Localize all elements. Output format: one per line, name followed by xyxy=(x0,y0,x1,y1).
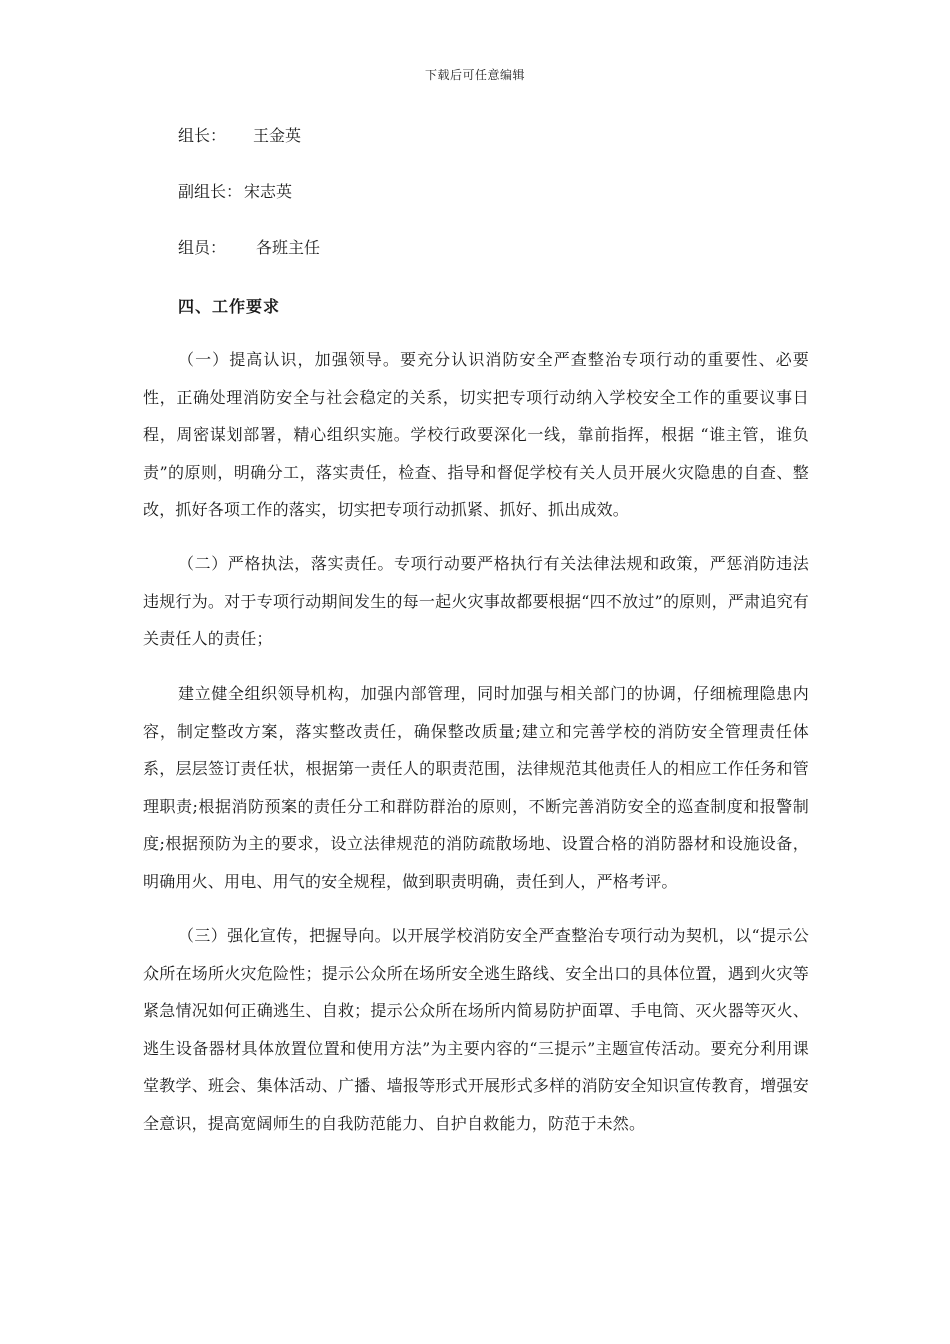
leader-row xyxy=(178,126,302,146)
section-heading: 四、工作要求 xyxy=(178,297,281,316)
leader-name: 王金英 xyxy=(253,126,302,145)
deputy-leader-row xyxy=(178,182,293,202)
page-header-note: 下载后可任意编辑 xyxy=(424,68,525,82)
paragraph-1: （一）提高认识，加强领导。要充分认识消防安全严查整治专项行动的重要性、必要性，正确处理消防安全与社会稳定的关系，切实把专项行动纳入学校安全工作的重要议事日程，周密谋划部署，精心组织实施。学校行政要深化一线，靠前指挥，根据 “谁主管，谁负责”的原则，明确分工，落实责任，检查、指导和督促学校有关人员开展火灾隐患的自查、整改，抓好各项工作的落实，切实把专项行动抓紧、抓好、抓出成效。 xyxy=(143,350,809,519)
member-row xyxy=(178,238,321,258)
paragraph-4: （三）强化宣传，把握导向。以开展学校消防安全严查整治专项行动为契机，以“提示公众所在场所火灾危险性；提示公众所在场所安全逃生路线、安全出口的具体位置，遇到火灾等紧急情况如何正确逃生、自救；提示公众所在场所内简易防护面罩、手电筒、灭火器等灭火、逃生设备器材具体放置位置和使用方法”为主要内容的“三提示”主题宣传活动。要充分利用课堂教学、班会、集体活动、广播、墙报等形式开展形式多样的消防安全知识宣传教育，增强安全意识，提高宽阔师生的自我防范能力、自护自救能力，防范于未然。 xyxy=(143,926,809,1133)
leader-label: 组长： xyxy=(178,126,227,145)
paragraph-3: 建立健全组织领导机构，加强内部管理，同时加强与相关部门的协调，仔细梳理隐患内容，制定整改方案，落实整改责任，确保整改质量;建立和完善学校的消防安全管理责任体系，层层签订责任状，根据第一责任人的职责范围，法律规范其他责任人的相应工作任务和管理职责;根据消防预案的责任分工和群防群治的原则，不断完善消防安全的巡查制度和报警制度;根据预防为主的要求，设立法律规范的消防疏散场地、设置合格的消防器材和设施设备，明确用火、用电、用气的安全规程，做到职责明确，责任到人，严格考评。 xyxy=(143,684,809,891)
member-label: 组员： xyxy=(178,238,227,257)
member-name: 各班主任 xyxy=(256,238,321,257)
deputy-leader-label: 副组长： xyxy=(178,182,243,201)
paragraph-2: （二）严格执法，落实责任。专项行动要严格执行有关法律法规和政策，严惩消防违法违规行为。对于专项行动期间发生的每一起火灾事故都要根据“四不放过”的原则，严肃追究有关责任人的责任； xyxy=(143,554,809,648)
deputy-leader-name: 宋志英 xyxy=(244,182,293,201)
